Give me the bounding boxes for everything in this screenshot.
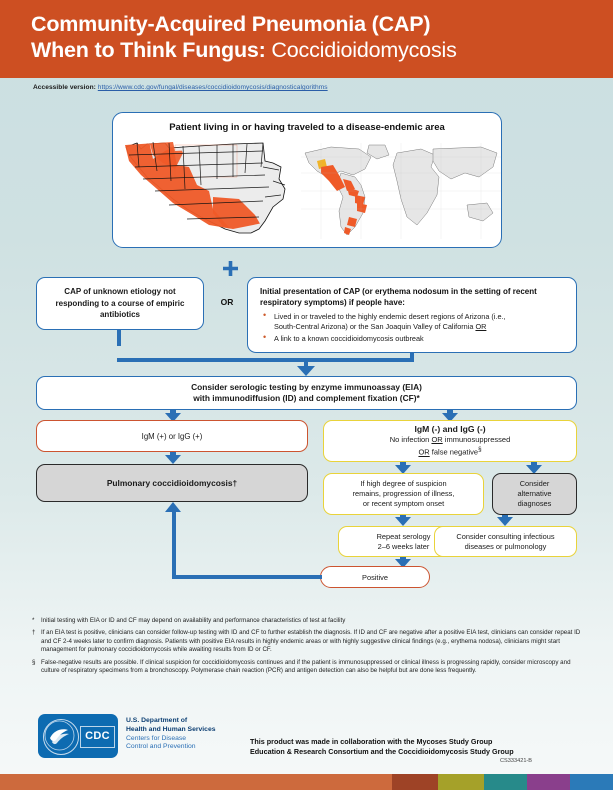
igm-positive-box (36, 420, 308, 452)
collaboration-note (250, 737, 560, 756)
bar-segment-4 (484, 774, 527, 790)
footnote-text: If an EIA test is positive, clinicians can consider follow-up testing with ID and CF to further establish the diagnosis. If ID and CF are negative after a positive EIA test, clinicians can consider repeat ID and CF 2-4 weeks later to confirm diagnosis. Patients with positive EIA results in highly endemic areas or with highly suggestive clinical findings (e.g., erythema nodosa), clinicians might start management for pulmonary coccidioidomycosis while awaiting results from ID or CF. (41, 629, 581, 654)
alternative-line-2: alternative (517, 489, 552, 498)
bar-segment-6 (570, 774, 613, 790)
pulmonary-coccidioidomycosis-box (36, 464, 308, 502)
repeat-line-2: 2–6 weeks later (377, 541, 430, 551)
collab-line-1: This product was made in collaboration with the Mycoses Study Group (250, 737, 493, 746)
initial-presentation-box (247, 277, 577, 353)
cap-unknown-etiology-box (36, 277, 204, 330)
positive-text: Positive (362, 572, 388, 582)
footnote-2 (32, 629, 584, 654)
footnote-1 (32, 617, 584, 625)
connector-horizontal-merge (117, 358, 414, 362)
consult-specialist-box (434, 526, 577, 557)
footnote-marker: * (32, 617, 35, 624)
footer-color-bar (0, 774, 613, 790)
suspicion-line-1: If high degree of suspicion (360, 479, 447, 488)
accessible-version (33, 84, 328, 91)
cdc-logo (38, 714, 118, 758)
map-title: Patient living in or having traveled to a disease-endemic area (169, 122, 445, 133)
serologic-testing-box (36, 376, 577, 410)
world-map (301, 143, 501, 239)
pulmonary-text: Pulmonary coccidioidomycosis† (106, 478, 238, 488)
igm-negative-box (323, 420, 577, 462)
arrow-to-serology (297, 366, 315, 376)
igm-positive-text: IgM (+) or IgG (+) (141, 431, 203, 441)
footnote-3 (32, 659, 584, 676)
alternative-line-1: Consider (519, 479, 550, 488)
hhs-department-text (126, 717, 216, 752)
page-header (0, 0, 613, 78)
list-item: • A link to a known coccidioidomycosis outbreak (260, 334, 566, 344)
suspicion-line-3: or recent symptom onset (362, 499, 445, 508)
connector-cap-down (117, 330, 121, 346)
footnote-marker: † (32, 629, 36, 637)
bar-segment-2 (392, 774, 438, 790)
accessible-link[interactable]: https://www.cdc.gov/fungal/diseases/coccidioidomycosis/diagnosticalgorithms (97, 84, 328, 91)
bar-segment-5 (527, 774, 570, 790)
consult-line-2: diseases or pulmonology (464, 541, 547, 551)
positive-result-box (320, 566, 430, 588)
bar-segment-1 (0, 774, 392, 790)
cap-box-text: CAP of unknown etiology not responding to a course of empiric antibiotics (55, 287, 185, 320)
us-map (123, 141, 285, 237)
list-item: • Lived in or traveled to the highly endemic desert regions of Arizona (i.e., South-Central Arizona) or the San Joaquin Valley of California OR (260, 312, 566, 331)
dept-line-3: Centers for Disease (126, 734, 187, 742)
hhs-bird-icon (44, 720, 75, 751)
serology-line-2: with immunodiffusion (ID) and complement fixation (CF)* (193, 393, 420, 403)
maps-graphic (113, 137, 503, 245)
consult-line-1: Consider consulting infectious (456, 531, 555, 541)
footnote-marker: § (32, 658, 36, 666)
initial-presentation-bullets (260, 312, 566, 344)
bar-segment-3 (438, 774, 484, 790)
igm-negative-line-1: No infection OR immunosuppressed (389, 435, 511, 445)
accessible-label: Accessible version: (33, 84, 98, 91)
footnotes (32, 617, 584, 679)
connector-loop-horizontal (172, 575, 322, 579)
igm-negative-line-2: OR false negative§ (418, 446, 482, 457)
publication-number: CS333421-B (500, 758, 533, 764)
arrow-to-repeat (395, 517, 411, 526)
arrow-to-consult (497, 517, 513, 526)
title-line-2-light: Coccidioidomycosis (265, 38, 457, 62)
title-line-2-bold: When to Think Fungus: (31, 38, 266, 62)
endemic-map-panel (112, 112, 502, 248)
suspicion-line-2: remains, progression of illness, (352, 489, 455, 498)
footnote-text: Initial testing with EIA or ID and CF may depend on availability and performance characteristics of test at facility (41, 617, 346, 624)
dept-line-4: Control and Prevention (126, 743, 196, 751)
or-connector-label: OR (220, 297, 234, 307)
initial-presentation-heading: Initial presentation of CAP (or erythema nodosum in the setting of recent respiratory symptoms) if people have: (260, 287, 537, 307)
dept-line-1: U.S. Department of (126, 717, 188, 724)
serology-line-1: Consider serologic testing by enzyme immunoassay (EIA) (191, 381, 422, 392)
hhs-seal-icon (43, 719, 79, 755)
igm-negative-heading: IgM (-) and IgG (-) (414, 424, 486, 435)
title-line-1: Community-Acquired Pneumonia (CAP) (31, 12, 431, 36)
page-title (31, 11, 457, 63)
cdc-wordmark: CDC (80, 726, 115, 748)
connector-loop-vertical (172, 511, 176, 577)
alternative-diagnoses-box (492, 473, 577, 515)
dept-line-2: Health and Human Services (126, 725, 216, 733)
footnote-text: False-negative results are possible. If clinical suspicion for coccidioidomycosis continues and if the patient is immunosuppressed or clinical illness is progressing rapidly, consider microscopy and culture of respiratory specimens from a bronchoscopy. Polymerase chain reaction (PCR) and antigen detection can also be helpful but are done less frequently. (41, 658, 571, 675)
alternative-line-3: diagnoses (517, 499, 552, 508)
collab-line-2: Education & Research Consortium and the Coccidioidomycosis Study Group (250, 746, 514, 756)
repeat-line-1: Repeat serology (376, 531, 431, 541)
map-svg (113, 137, 503, 245)
arrow-to-pulmonary (165, 455, 181, 464)
arrow-loop-to-pulmonary (165, 502, 181, 512)
high-suspicion-box (323, 473, 484, 515)
plus-icon (222, 261, 238, 277)
